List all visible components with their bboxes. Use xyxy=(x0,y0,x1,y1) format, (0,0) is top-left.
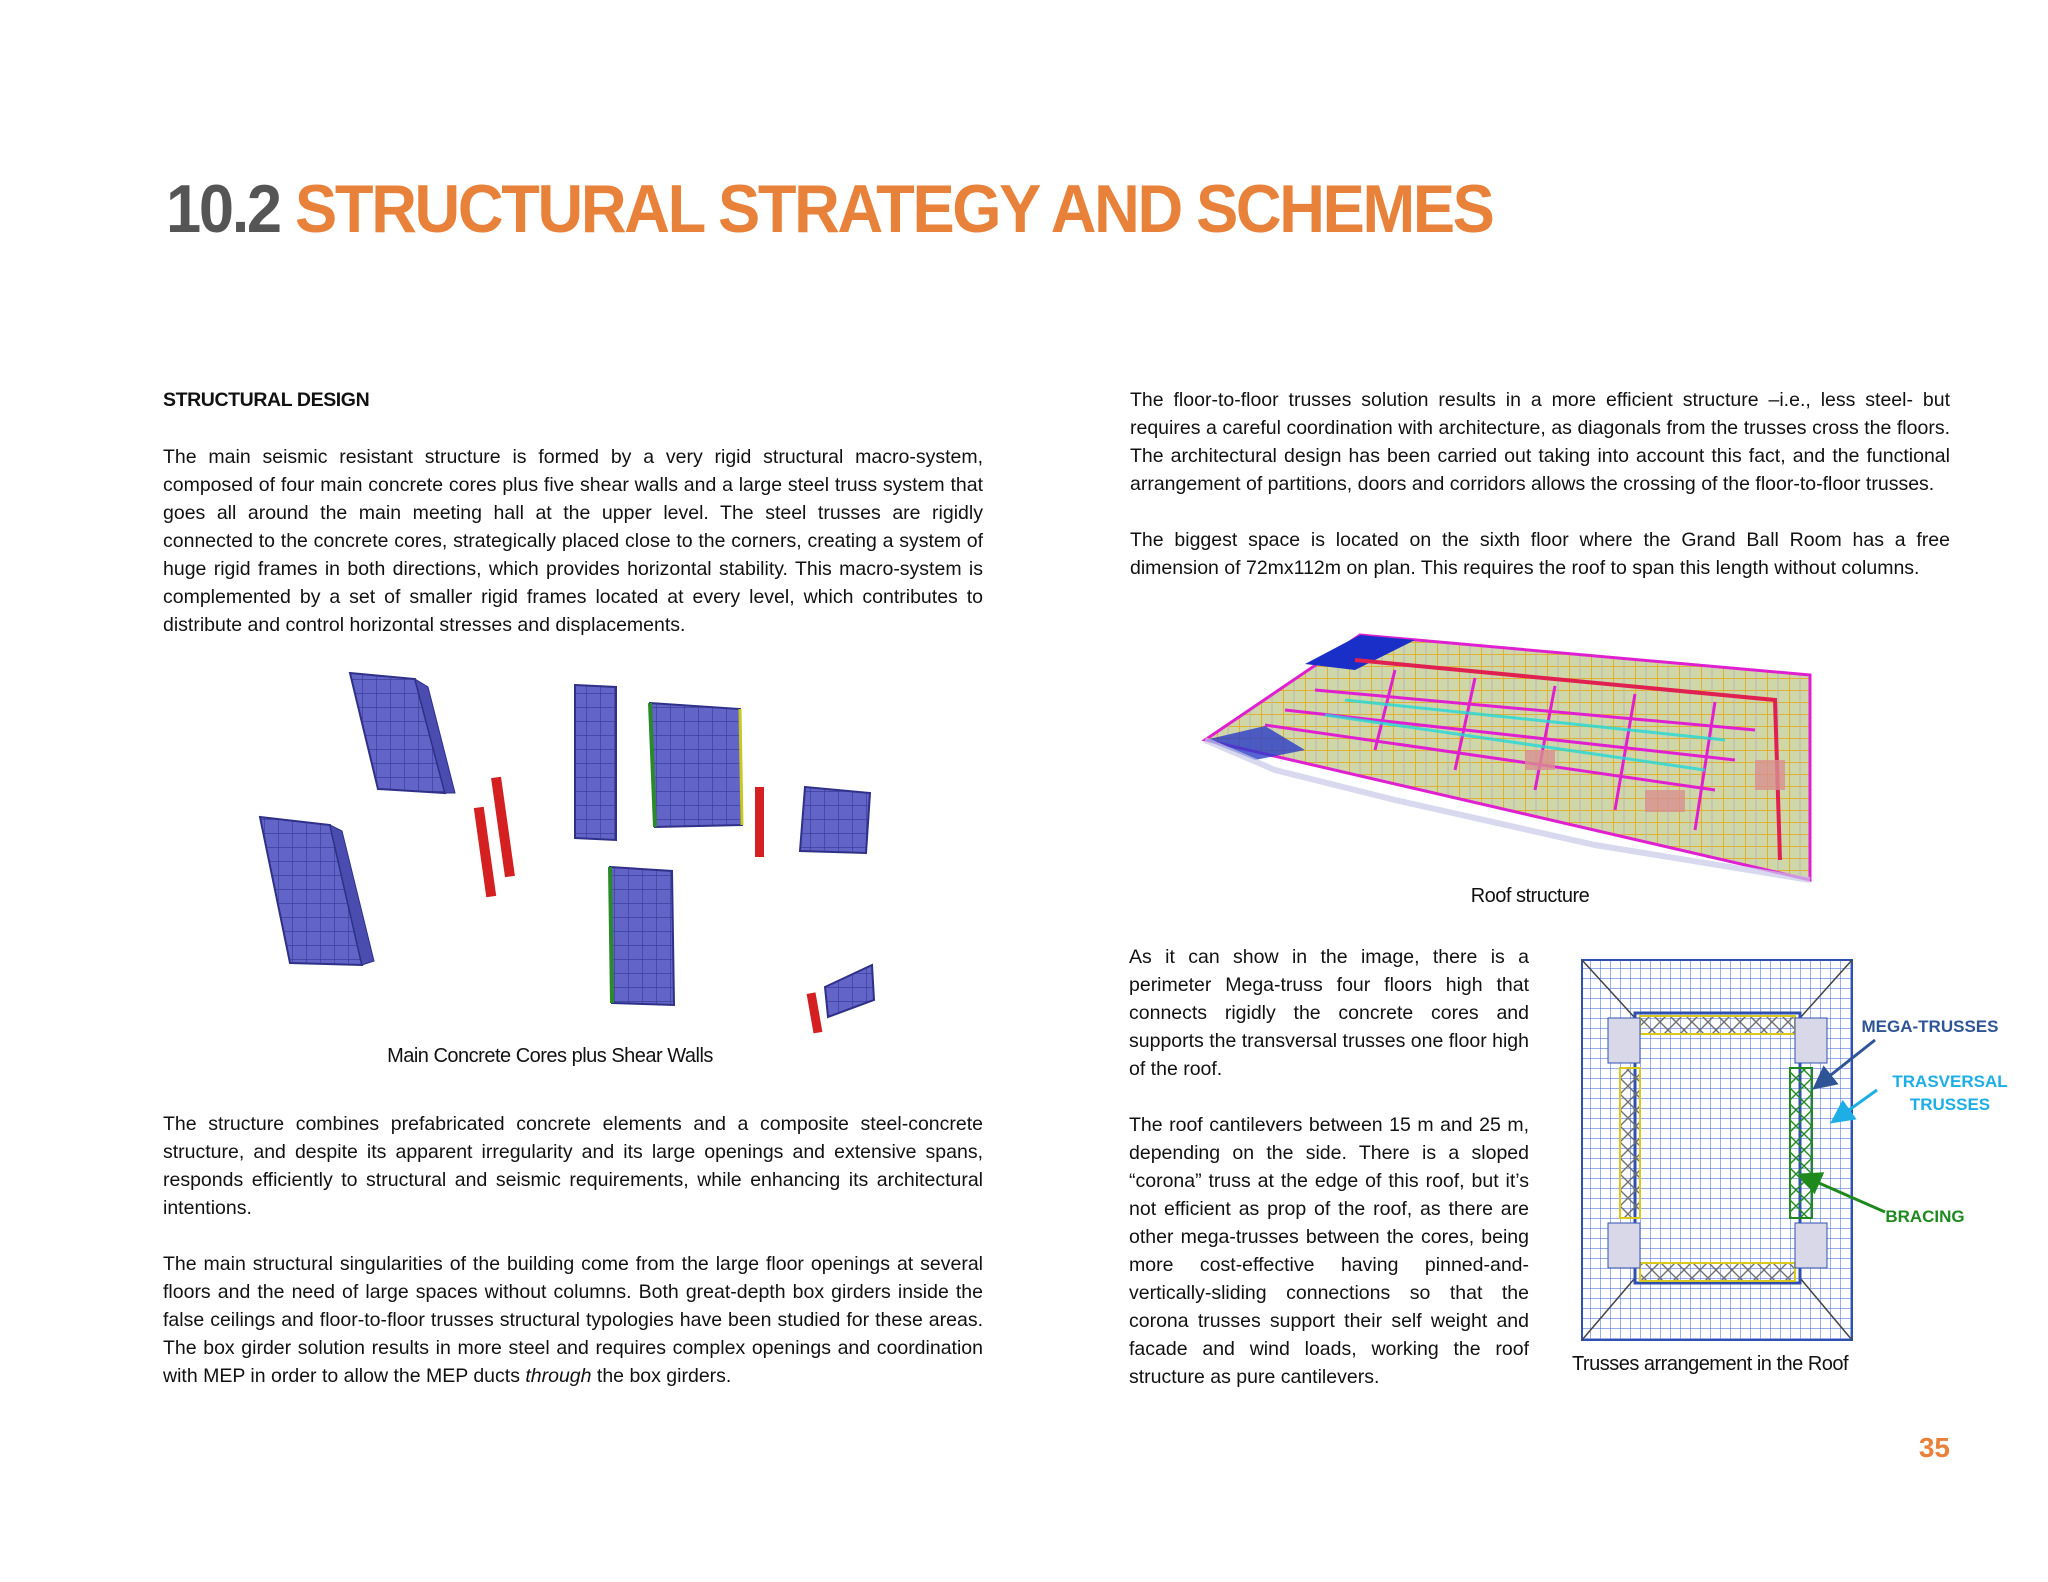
plan-caption: Trusses arrangement in the Roof xyxy=(1571,1353,1849,1375)
left-paragraph-2: The structure combines prefabricated concrete elements and a composite steel-concrete structure, and despite its apparent irregularity and its large openings and extensive spans, responds efficiently to structural and seismic requirements, while enhancing its architectural intentions. xyxy=(163,1113,983,1219)
left-paragraph-3-text: The main structural singularities of the building come from the large floor openings at several floors and the need of large spaces without columns. Both great-depth box girders inside the false ceilings and floor-to-floor trusses structural typologies have been studied for these areas. The box girder solution results in more steel and requires complex openings and coordination with MEP in order to allow the MEP ducts xyxy=(163,1253,983,1387)
left-paragraph-1: The main seismic resistant structure is formed by a very rigid structural macro-system, composed of four main concrete cores plus five shear walls and a large steel truss system that goes all around the main meeting hall at the upper level. The steel trusses are rigidly connected to the concrete cores, strategically placed close to the corners, creating a system of huge rigid frames in both directions, which provides horizontal stability. This macro-system is complemented by a set of smaller rigid frames located at every level, which contributes to distribute and control horizontal stresses and displacements. xyxy=(163,446,983,636)
transversal-label-line1: TRASVERSAL xyxy=(1892,1072,2008,1091)
right-paragraph-3: As it can show in the image, there is a perimeter Mega-truss four floors high that connects rigidly the concrete cores and supports the transversal trusses one floor high of the roof. xyxy=(1129,946,1529,1080)
concrete-cores-figure xyxy=(250,665,890,1065)
left-paragraph-3 xyxy=(163,1250,983,1390)
section-title: STRUCTURAL STRATEGY AND SCHEMES xyxy=(295,171,1493,247)
roof-caption: Roof structure xyxy=(1470,885,1590,907)
page-number: 35 xyxy=(1918,1432,1950,1463)
right-paragraph-2: The biggest space is located on the sixth floor where the Grand Ball Room has a free dimension of 72mx112m on plan. This requires the roof to span this length without columns. xyxy=(1130,529,1950,579)
left-paragraph-3-italic: through xyxy=(525,1365,592,1387)
right-column-bottom xyxy=(1129,943,1529,1391)
roof-structure-figure xyxy=(1195,630,1825,885)
bracing-label: BRACING xyxy=(1885,1207,1965,1226)
mega-trusses-label: MEGA-TRUSSES xyxy=(1861,1017,1999,1036)
section-number: 10.2 xyxy=(166,171,280,247)
right-paragraph-4: The roof cantilevers between 15 m and 25 m, depending on the side. There is a sloped “corona” truss at the edge of this roof, but it’s not efficient as prop of the roof, as there are other mega-trusses between the cores, being more cost-effective having pinned-and-vertically-sliding connections so that the corona trusses support their self weight and facade and wind loads, working the roof structure as pure cantilevers. xyxy=(1129,1114,1529,1388)
structural-design-heading: STRUCTURAL DESIGN xyxy=(163,389,370,411)
left-paragraph-3-end: the box girders. xyxy=(591,1365,732,1387)
right-column-top xyxy=(1130,386,1950,582)
left-column-top xyxy=(163,386,983,639)
right-paragraph-1: The floor-to-floor trusses solution results in a more efficient structure –i.e., less steel- but requires a careful coordination with architecture, as diagonals from the trusses cross the floors. The architectural design has been carried out taking into account this fact, and the functional arrangement of partitions, doors and corridors allows the crossing of the floor-to-floor trusses. xyxy=(1130,389,1950,495)
transversal-label-line2: TRUSSES xyxy=(1909,1095,1991,1114)
left-column-bottom xyxy=(163,1110,983,1390)
page-title xyxy=(166,171,1493,247)
transversal-trusses-label xyxy=(1890,1070,2010,1116)
cores-caption: Main Concrete Cores plus Shear Walls xyxy=(387,1045,713,1067)
